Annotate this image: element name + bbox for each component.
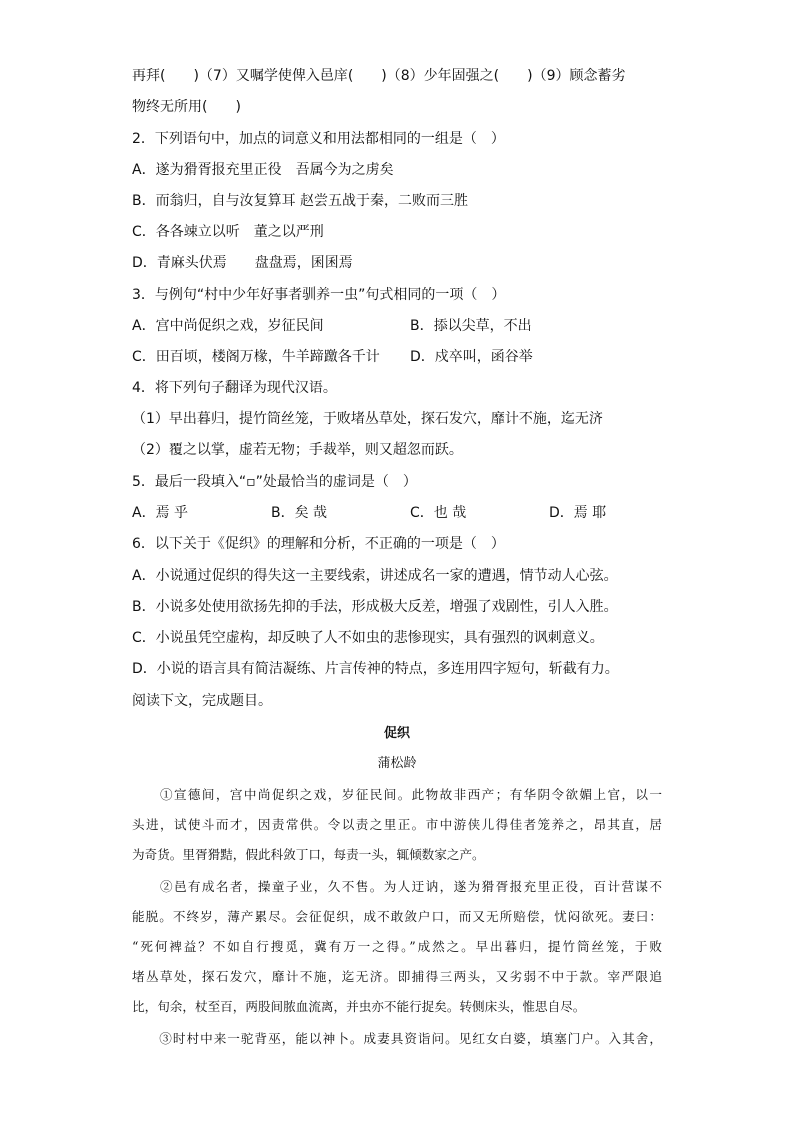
question-3-option-c: C．田百顷，楼阁万椽，牛羊蹄躈各千计 — [132, 349, 380, 365]
fill-in-line-1: 再拜( )（7）又嘱学使俾入邑庠( )（8）少年固强之( )（9）顾念蓄劣 — [132, 68, 626, 84]
question-3: 3．与例句“村中少年好事者驯养一虫”句式相同的一项（ ） — [132, 287, 506, 303]
question-5-option-b: B．矣 哉 — [271, 505, 328, 521]
question-3-option-a: A．宫中尚促织之戏，岁征民间 — [132, 318, 324, 334]
article-author: 蒲松龄 — [377, 756, 417, 771]
article-title: 促织 — [383, 726, 410, 741]
passage-line: 头进，试使斗而才，因责常供。令以责之里正。市中游侠儿得佳者笼养之，昂其直，居 — [132, 817, 662, 832]
question-6-option-a: A．小说通过促织的得失这一主要线索，讲述成名一家的遭遇，情节动人心弦。 — [132, 568, 618, 584]
passage-line: 堵丛草处，探石发穴，靡计不施，迄无济。即捕得三两头，又劣弱不中于款。宰严限追 — [132, 969, 662, 984]
question-2-option-a: A．遂为猾胥报充里正役 吾属今为之虏矣 — [132, 162, 394, 178]
question-3-option-b: B．掭以尖草，不出 — [410, 318, 532, 334]
passage-line: ③时村中来一驼背巫，能以神卜。成妻具资诣问。见红女白婆，填塞门户。入其舍， — [132, 1031, 662, 1046]
question-2-option-b: B．而翁归，自与汝复算耳 赵尝五战于秦，二败而三胜 — [132, 193, 469, 209]
passage-line: “死何裨益？不如自行搜觅，冀有万一之得。”成然之。早出暮归，提竹筒丝笼，于败 — [132, 939, 662, 954]
reading-instruction: 阅读下文，完成题目。 — [132, 693, 272, 709]
fill-in-line-2: 物终无所用( ) — [132, 99, 241, 115]
question-2-option-c: C．各各竦立以听 董之以严刑 — [132, 224, 324, 240]
question-5-option-d: D．焉 耶 — [549, 505, 607, 521]
question-5: 5．最后一段填入“▫”处最恰当的虚词是（ ） — [132, 474, 417, 490]
question-4: 4．将下列句子翻译为现代汉语。 — [132, 380, 337, 396]
question-6-option-b: B．小说多处使用欲扬先抑的手法，形成极大反差，增强了戏剧性，引人入胜。 — [132, 599, 618, 615]
passage-line: 为奇货。里胥猾黠，假此科敛丁口，每责一头，辄倾数家之产。 — [132, 847, 485, 862]
question-2: 2．下列语句中，加点的词意义和用法都相同的一组是（ ） — [132, 131, 505, 147]
question-6-option-d: D．小说的语言具有简洁凝练、片言传神的特点，多连用四字短句，斩截有力。 — [132, 661, 619, 677]
passage-line: ①宣德间，宫中尚促织之戏，岁征民间。此物故非西产；有华阴令欲媚上官，以一 — [132, 787, 662, 802]
passage-line: 比，旬余，杖至百，两股间脓血流离，并虫亦不能行捉矣。转侧床头，惟思自尽。 — [132, 999, 586, 1014]
passage-line: 能脱。不终岁，薄产累尽。会征促织，成不敢敛户口，而又无所赔偿，忧闷欲死。妻曰： — [132, 909, 662, 924]
question-6: 6．以下关于《促织》的理解和分析，不正确的一项是（ ） — [132, 536, 505, 552]
question-5-option-c: C．也 哉 — [410, 505, 467, 521]
question-5-option-a: A．焉 乎 — [132, 505, 189, 521]
question-2-option-d: D．青麻头伏焉 盘盘焉，囷囷焉 — [132, 255, 353, 271]
question-4-item-2: （2）覆之以掌，虚若无物；手裁举，则又超忽而跃。 — [132, 442, 463, 458]
passage-line: ②邑有成名者，操童子业，久不售。为人迂讷，遂为猾胥报充里正役，百计营谋不 — [132, 879, 662, 894]
question-4-item-1: （1）早出暮归，提竹筒丝笼，于败堵丛草处，探石发穴，靡计不施，迄无济 — [132, 411, 603, 427]
question-3-option-d: D．戍卒叫，函谷举 — [410, 349, 533, 365]
question-6-option-c: C．小说虽凭空虚构，却反映了人不如虫的悲惨现实，具有强烈的讽刺意义。 — [132, 630, 604, 646]
